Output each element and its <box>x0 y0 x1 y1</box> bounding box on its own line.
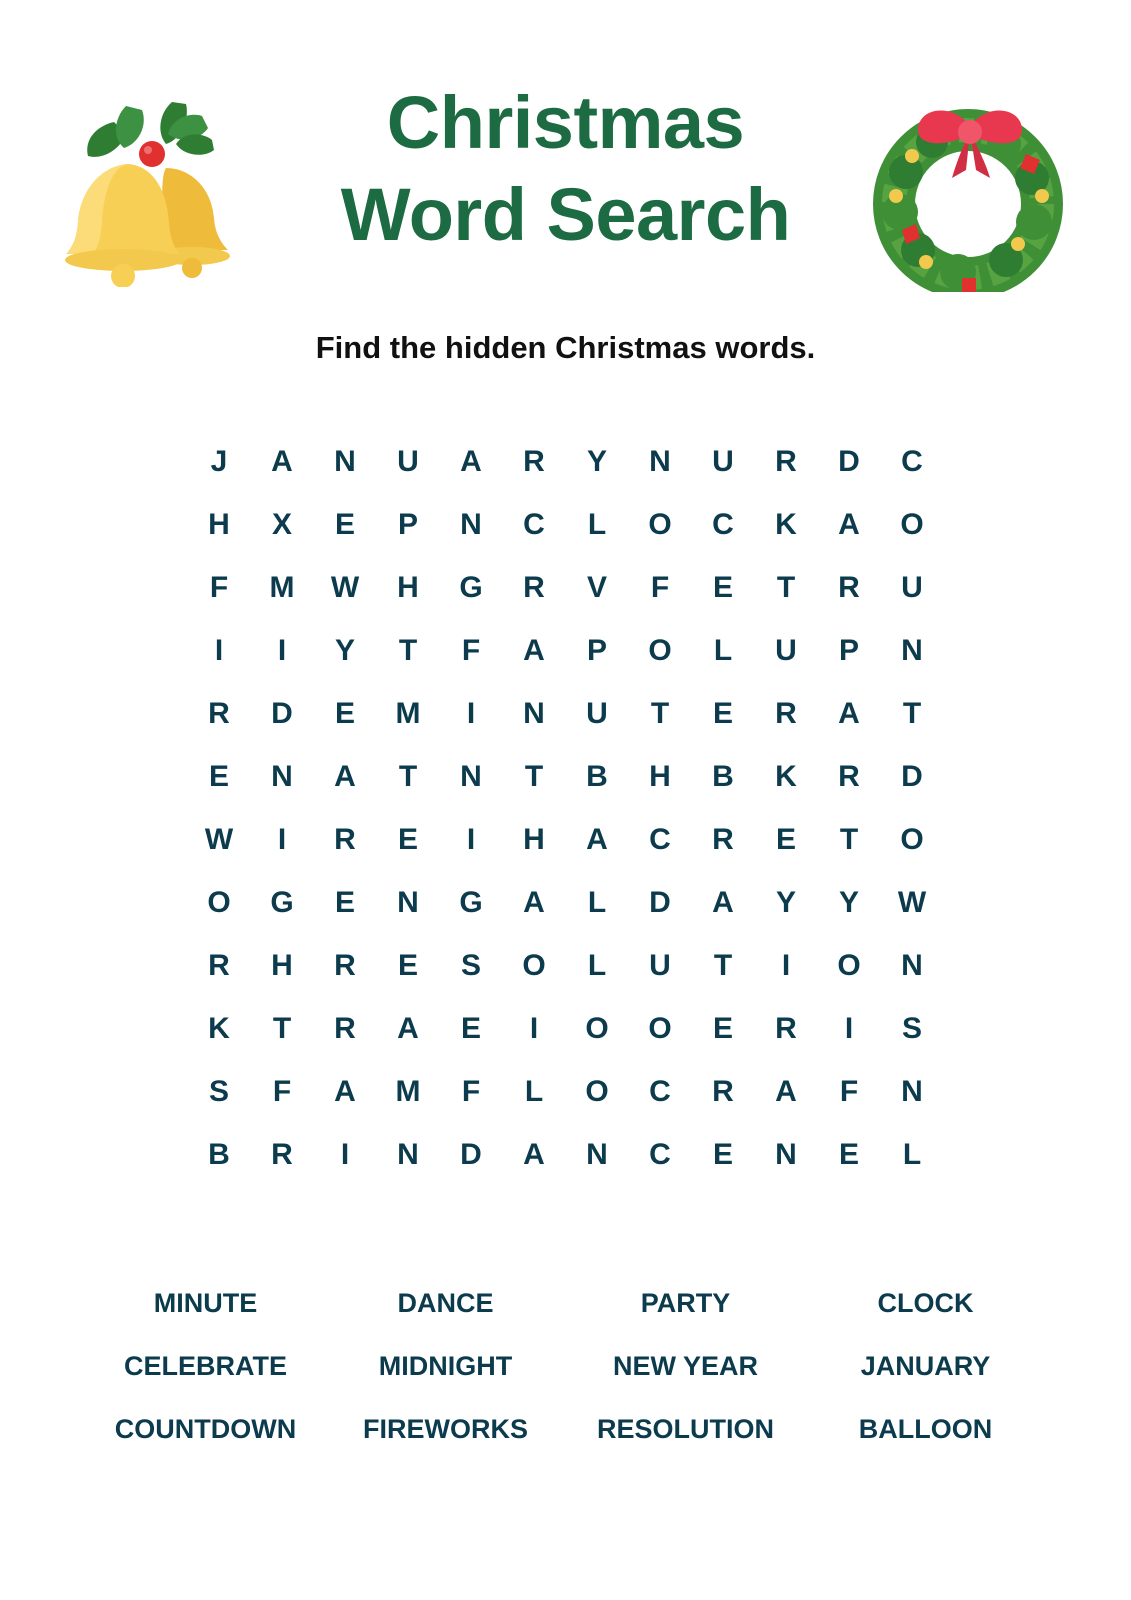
grid-cell: F <box>272 1074 292 1108</box>
grid-cell: R <box>334 1011 356 1045</box>
grid-cell: K <box>775 507 797 541</box>
grid-cell: G <box>270 885 294 919</box>
grid-cell: P <box>397 507 418 541</box>
word-list-column-2 <box>326 1290 566 1443</box>
grid-cell: A <box>523 633 545 667</box>
grid-cell: P <box>586 633 607 667</box>
grid-cell: R <box>712 822 734 856</box>
grid-cell: C <box>523 507 545 541</box>
grid-cell: J <box>210 444 228 478</box>
grid-cell: U <box>712 444 734 478</box>
word-list-item: JANUARY <box>860 1351 991 1381</box>
grid-cell: M <box>269 570 295 604</box>
grid-cell: L <box>587 948 607 982</box>
grid-cell: A <box>397 1011 419 1045</box>
grid-cell: L <box>713 633 733 667</box>
word-list-item: DANCE <box>397 1288 494 1318</box>
grid-cell: N <box>460 759 482 793</box>
grid-cell: A <box>334 1074 356 1108</box>
grid-cell: M <box>395 696 421 730</box>
grid-cell: A <box>712 885 734 919</box>
grid-cell: U <box>586 696 608 730</box>
grid-cell: I <box>781 948 791 982</box>
grid-cell: E <box>397 948 418 982</box>
grid-cell: F <box>650 570 670 604</box>
grid-cell: E <box>334 885 355 919</box>
grid-cell: L <box>587 507 607 541</box>
grid-cell: N <box>649 444 671 478</box>
word-list <box>0 1290 1131 1443</box>
grid-cell: G <box>459 885 483 919</box>
grid-cell: A <box>586 822 608 856</box>
grid-cell: Y <box>838 885 859 919</box>
grid-row <box>188 934 944 997</box>
grid-cell: E <box>712 1011 733 1045</box>
grid-cell: L <box>587 885 607 919</box>
grid-cell: F <box>839 1074 859 1108</box>
grid-cell: H <box>397 570 419 604</box>
grid-cell: E <box>334 696 355 730</box>
grid-cell: A <box>523 885 545 919</box>
grid-cell: I <box>466 822 476 856</box>
grid-cell: P <box>838 633 859 667</box>
grid-cell: D <box>901 759 923 793</box>
grid-cell: U <box>649 948 671 982</box>
grid-cell: U <box>397 444 419 478</box>
grid-cell: T <box>398 633 418 667</box>
grid-cell: N <box>523 696 545 730</box>
grid-row <box>188 1060 944 1123</box>
grid-cell: N <box>775 1137 797 1171</box>
grid-row <box>188 1123 944 1186</box>
grid-cell: O <box>522 948 546 982</box>
grid-cell: R <box>775 1011 797 1045</box>
grid-cell: E <box>334 507 355 541</box>
grid-cell: L <box>902 1137 922 1171</box>
grid-cell: T <box>713 948 733 982</box>
grid-cell: R <box>208 696 230 730</box>
grid-cell: W <box>897 885 927 919</box>
grid-cell: D <box>649 885 671 919</box>
grid-cell: K <box>775 759 797 793</box>
grid-cell: E <box>712 1137 733 1171</box>
word-list-column-1 <box>86 1290 326 1443</box>
title-line-1: Christmas <box>386 81 745 164</box>
grid-cell: N <box>901 633 923 667</box>
grid-cell: E <box>397 822 418 856</box>
grid-cell: N <box>397 1137 419 1171</box>
grid-cell: Y <box>775 885 796 919</box>
grid-cell: W <box>330 570 360 604</box>
puzzle-body <box>188 430 944 1186</box>
grid-cell: A <box>271 444 293 478</box>
word-list-column-4 <box>806 1290 1046 1443</box>
grid-cell: B <box>586 759 608 793</box>
grid-cell: E <box>460 1011 481 1045</box>
grid-cell: N <box>460 507 482 541</box>
grid-cell: D <box>271 696 293 730</box>
grid-cell: W <box>204 822 234 856</box>
grid-cell: R <box>334 948 356 982</box>
grid-cell: T <box>398 759 418 793</box>
grid-cell: E <box>712 570 733 604</box>
grid-cell: L <box>524 1074 544 1108</box>
grid-cell: C <box>901 444 923 478</box>
grid-cell: I <box>277 822 287 856</box>
grid-cell: D <box>838 444 860 478</box>
grid-cell: C <box>712 507 734 541</box>
word-list-item: CLOCK <box>877 1288 974 1318</box>
grid-cell: R <box>334 822 356 856</box>
grid-cell: R <box>271 1137 293 1171</box>
grid-row <box>188 997 944 1060</box>
grid-cell: O <box>648 1011 672 1045</box>
grid-row <box>188 808 944 871</box>
grid-cell: U <box>775 633 797 667</box>
grid-row <box>188 430 944 493</box>
grid-cell: D <box>460 1137 482 1171</box>
grid-cell: N <box>334 444 356 478</box>
grid-cell: F <box>209 570 229 604</box>
grid-cell: O <box>585 1074 609 1108</box>
grid-cell: H <box>649 759 671 793</box>
grid-row <box>188 682 944 745</box>
grid-cell: B <box>712 759 734 793</box>
grid-cell: A <box>838 507 860 541</box>
grid-cell: N <box>901 1074 923 1108</box>
word-list-item: NEW YEAR <box>612 1351 759 1381</box>
grid-cell: S <box>460 948 481 982</box>
grid-cell: E <box>712 696 733 730</box>
word-list-item: PARTY <box>640 1288 731 1318</box>
grid-cell: T <box>776 570 796 604</box>
grid-cell: H <box>271 948 293 982</box>
grid-cell: M <box>395 1074 421 1108</box>
grid-cell: I <box>529 1011 539 1045</box>
grid-cell: U <box>901 570 923 604</box>
grid-cell: E <box>208 759 229 793</box>
page-header <box>0 0 1131 365</box>
word-list-item: MIDNIGHT <box>378 1351 513 1381</box>
grid-cell: A <box>460 444 482 478</box>
grid-cell: I <box>214 633 224 667</box>
grid-cell: A <box>775 1074 797 1108</box>
grid-cell: C <box>649 1074 671 1108</box>
grid-cell: Y <box>586 444 607 478</box>
word-search-grid <box>0 430 1131 1186</box>
grid-cell: F <box>461 1074 481 1108</box>
grid-cell: N <box>397 885 419 919</box>
grid-cell: C <box>649 1137 671 1171</box>
grid-cell: O <box>648 633 672 667</box>
instructions-text: Find the hidden Christmas words. <box>315 330 816 365</box>
grid-cell: F <box>461 633 481 667</box>
grid-cell: R <box>208 948 230 982</box>
word-list-item: BALLOON <box>858 1414 993 1444</box>
grid-cell: V <box>586 570 607 604</box>
grid-row <box>188 745 944 808</box>
grid-cell: N <box>901 948 923 982</box>
grid-cell: C <box>649 822 671 856</box>
grid-cell: T <box>650 696 670 730</box>
grid-cell: K <box>208 1011 230 1045</box>
word-list-item: FIREWORKS <box>363 1414 528 1444</box>
grid-cell: R <box>775 696 797 730</box>
grid-cell: I <box>844 1011 854 1045</box>
grid-cell: O <box>900 822 924 856</box>
grid-cell: R <box>838 570 860 604</box>
word-list-item: CELEBRATE <box>123 1351 287 1381</box>
grid-cell: N <box>586 1137 608 1171</box>
grid-cell: R <box>775 444 797 478</box>
grid-cell: T <box>272 1011 292 1045</box>
grid-row <box>188 493 944 556</box>
grid-cell: B <box>208 1137 230 1171</box>
grid-cell: H <box>208 507 230 541</box>
grid-cell: T <box>902 696 922 730</box>
grid-cell: R <box>523 444 545 478</box>
title-line-2: Word Search <box>340 173 791 256</box>
word-list-column-3 <box>566 1290 806 1443</box>
grid-cell: S <box>901 1011 922 1045</box>
grid-cell: S <box>208 1074 229 1108</box>
grid-cell: R <box>838 759 860 793</box>
grid-row <box>188 871 944 934</box>
puzzle-table <box>188 430 944 1186</box>
word-list-item: MINUTE <box>153 1288 258 1318</box>
grid-cell: A <box>838 696 860 730</box>
grid-cell: T <box>524 759 544 793</box>
grid-cell: Y <box>334 633 355 667</box>
grid-cell: I <box>466 696 476 730</box>
grid-cell: T <box>839 822 859 856</box>
grid-cell: E <box>838 1137 859 1171</box>
grid-cell: I <box>340 1137 350 1171</box>
grid-cell: N <box>271 759 293 793</box>
christmas-wreath-icon <box>866 92 1071 292</box>
grid-cell: I <box>277 633 287 667</box>
grid-cell: O <box>900 507 924 541</box>
grid-cell: O <box>837 948 861 982</box>
grid-cell: E <box>775 822 796 856</box>
grid-row <box>188 619 944 682</box>
grid-cell: A <box>523 1137 545 1171</box>
grid-cell: O <box>207 885 231 919</box>
grid-cell: R <box>712 1074 734 1108</box>
grid-cell: A <box>334 759 356 793</box>
grid-row <box>188 556 944 619</box>
grid-cell: H <box>523 822 545 856</box>
grid-cell: G <box>459 570 483 604</box>
word-list-item: RESOLUTION <box>596 1414 774 1444</box>
word-list-item: COUNTDOWN <box>114 1414 297 1444</box>
grid-cell: X <box>271 507 292 541</box>
grid-cell: O <box>648 507 672 541</box>
grid-cell: R <box>523 570 545 604</box>
grid-cell: O <box>585 1011 609 1045</box>
